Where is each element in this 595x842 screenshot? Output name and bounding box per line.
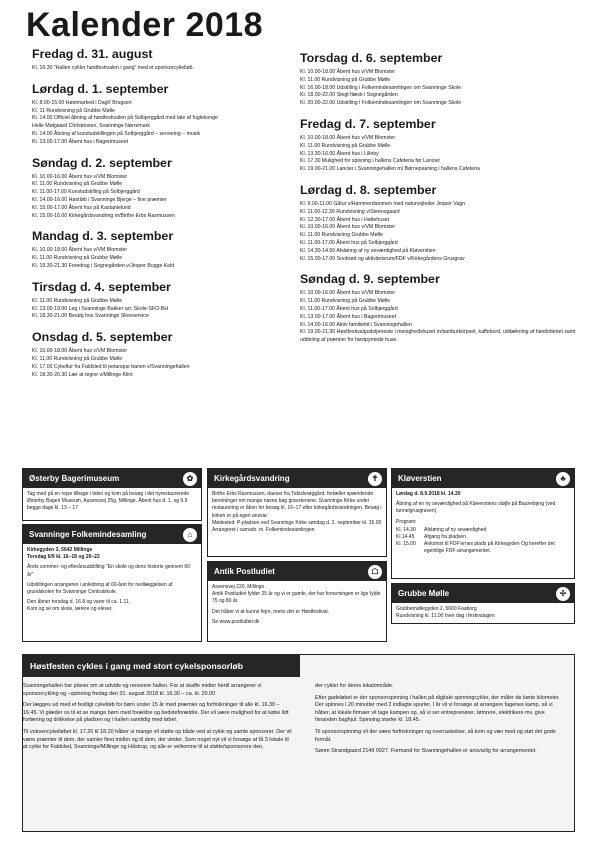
day-heading: Lørdag d. 8. september [300, 182, 437, 197]
program-time: Kl. 14.30 [396, 526, 416, 533]
event-list [32, 348, 294, 379]
event-item: Helle Mølgaard Christensen, Svanninge Nørremark [32, 123, 150, 130]
box-text: Antik Postludiet fylder 25 år og vi er gamle, der har fornemingen er lige fylde 75 og 80 år. [212, 591, 381, 605]
mill-icon: ✢ [556, 587, 570, 601]
event-item: Kl. 14.00 Officiel åbning af høstfestivalen på Solbjerggård med tale af fuglekonge [32, 115, 218, 122]
calendar-column-right [300, 51, 580, 354]
osterby-bagerimuseum-box [22, 468, 202, 521]
program-text: Afsløring af ny seværdighed [424, 526, 487, 533]
antik-postludiet-box [207, 561, 387, 642]
event-item: Kl. 14.00-16.00 Aktiv familietid i Svanningehallen [300, 321, 412, 328]
event-item: Kl. 11.00-17.00 Åbent hus på Solbjerggård [300, 305, 398, 312]
day-section [300, 272, 580, 345]
event-item: Kl. 13.30-16.00 Åbent hus i Lilleby [300, 150, 379, 157]
event-item: Kl. 12.30-17.00 Åbent hus i Hattehuset [300, 216, 390, 223]
museum-icon: ⌂ [183, 528, 197, 542]
day-heading: Torsdag d. 6. september [300, 51, 443, 65]
box-text: Det håber vi at kunne fejre, mens der er Høstfestival. [212, 608, 329, 615]
event-item: Kl. 11.00 Rundvisning på Grubbe Mølle [32, 355, 123, 362]
box-text: Årets sommer- og efterårsudstilling "En skole og dens historie gennem 60 år" [27, 564, 190, 578]
event-item: Kl. 19.00-21.30 Høstfestivalgudstjeneste i menighedshuset m/tamburkorpset, kaffebord, uddækning af høstlotteriet samt uddeling af præmier for høstpyntede huse. [300, 329, 576, 344]
event-item: Kl. 10.00-16.00 Åbent hus v/VM Blomster [300, 224, 396, 231]
day-section [32, 330, 294, 379]
event-list [32, 174, 294, 221]
box-text: Udstillingen arrangeres i anledning af 60-året for nedlæggelsen af grundskolen for Svanninge Centralskole. [27, 581, 173, 596]
box-title: Svanninge Folkemindesamling [29, 530, 147, 539]
day-heading: Fredag d. 7. september [300, 116, 436, 131]
event-item: Kl. 11.00 Rundvisning på Grubbe Mølle [32, 181, 123, 188]
box-text: Lørdag d. 8.9.2018 kl. 14.30 [396, 491, 461, 497]
day-section [300, 51, 580, 108]
day-section [32, 156, 294, 221]
event-item: Kl. 11.00 Rundvisning Grubbe Mølle [300, 232, 383, 239]
event-list [300, 135, 580, 174]
day-section [32, 82, 294, 147]
day-heading: Søndag d. 9. september [300, 272, 440, 287]
box-text: Mødested: P-pladsen ved Svanninge Kirke søndag d. 2. september kl. 15.00 [212, 519, 382, 526]
box-text: Grubbemøllegyden 2, 5600 Faaborg [396, 606, 477, 612]
event-item: Kl. 11.00-17.00 Kunstudstilling på Solbjerggård [32, 189, 140, 196]
event-item: Kl. 16.00-18.00 Udstilling i Folkemindesamlingen om Svanninge Skole [300, 84, 462, 91]
event-list [300, 290, 580, 345]
event-item: Kl. 17.30 Mulighed for spisning i hallens Cafeteria før Lancier [300, 158, 441, 165]
grubbe-moelle-box [391, 583, 575, 624]
box-text: Se www.postludiet.dk [212, 618, 260, 625]
cycling-paragraph: Efter gadeløbet er der sponsorspinning i hallen på digitale spinningcykler, der måler de kørte kilometer. Der spinnes i 20 minutter med 2 indlagte spurter. I år vil vi forsøge at arrangere fagenes kamp, så vi håber, at lokale firmaer vil tage kampen op, så vi ser entreprenører, tømrere, elektrikere mv. give hinanden baghjul. Spinning starter kl. 18.45. [315, 694, 560, 724]
event-list [32, 100, 294, 147]
box-text: Tag med på en rejse tilbage i tiden og kom på besøg i det nyrestaurerede Østerby Bageri Museum, Assensvej 25g, Millinge. Åbent hus d. 1. og 9.9 begge dage kl. 13 – 17 [27, 491, 190, 512]
event-item: Kl. 13.00-17.00 Åbent hus i Bagerimuseet [32, 138, 129, 145]
event-item: Kl. 10.00-18.00 Åbent hus v/VM Blomster [32, 348, 128, 355]
day-heading: Onsdag d. 5. september [32, 330, 173, 345]
trail-icon: ♣ [556, 472, 570, 486]
day-section [300, 183, 580, 263]
cycling-paragraph: Der lægges ud med et festligt cykelløb for børn under 15 år med præmier og forfriskninger til alle kl. 16.30 – 16.45. Vi glæder os til at se mange børn med forældre og bedsteforældre. Der vil være mulighed for at købe lidt forfæring og drikkelse på pladsen og i hallen samtidig med løbet. [23, 702, 289, 724]
cycling-event-box [22, 654, 575, 832]
day-heading: Tirsdag d. 4. september [32, 279, 171, 294]
day-section [32, 280, 294, 321]
day-section [32, 229, 294, 270]
event-item: Kl. 18.00-22.00 Stegt flæsk i Sognegården [300, 92, 398, 99]
event-item: Kl. 19.00-21.00 Lancier i Svanningehallen m/ Børnepasning i hallens Cafeteria [300, 166, 480, 173]
cycling-paragraph: Svanningehallen har planer om at udvide og renovere hallen. For at skaffe midler hertil arrangerer vi sponsorcykling og –spinning fredag den 31. august 2018 kl. 16.30 – ca. kl. 20.00 [23, 683, 262, 697]
event-item: Kl. 18.30-21.00 Besøg hos Svanninge Skovservice [32, 313, 149, 320]
program-time: Kl. 15.00 [396, 540, 416, 547]
event-item: Kl. 14.30-14.50 Afsløring af ny seværdighed på Kløverstien [300, 247, 436, 254]
event-list [32, 65, 294, 73]
box-title: Kirkegårdsvandring [214, 474, 290, 483]
folkemindesamling-box [22, 524, 202, 642]
cycling-paragraph: Til voksencykelløbet kl. 17.20 til 18.20 håber vi mange vil støtte op både ved at cykle og samle sponsorer. Der vil være præmier til dem, der samler flest midler og til dem, der vinder. Som noget nyt vil vi forsøge at få 3 lokale til at cykle for Faldsled, Svanninge/Millinge og Håstrup, og alle er velkomne til at støtte/sponsorere den, [23, 728, 292, 751]
box-text: Arrangeret i samarb. m. Folkemindesamlingen [212, 527, 315, 534]
program-text: Ankomst til FDF'ernes plads på Kirkegyden Og herefter det egentlige FDF-arrangementet. [424, 540, 555, 554]
day-heading: Lørdag d. 1. september [32, 81, 169, 96]
box-title: Østerby Bagerimuseum [29, 474, 120, 483]
box-text: Den åbner torsdag d. 16.8 og varer til ca. 1.11. [27, 599, 131, 606]
box-text: Rundvisning kl. 11.00 hver dag i festivalugen [396, 613, 495, 620]
event-item: Kl. 11.00 Rundvisning på Grubbe Mølle [300, 298, 391, 305]
box-title: Kløverstien [398, 474, 442, 483]
event-item: Kl. 11.00 Rundvisning på Grubbe Mølle [32, 255, 123, 262]
event-item: Kl. 10.00-18.00 Åbent hus v/VM Blomster [300, 69, 396, 75]
event-item: Kl. 15.00-16.00 Kirkegårdsvandring m/Birthe Erbs Rasmussen [32, 212, 176, 219]
event-list [32, 298, 294, 321]
event-item: Kl. 17.00 Cykeltur fra Faldsled til petanque banen v/Svanningehallen [32, 363, 190, 370]
box-text: Torsdag 6/9 kl. 16–18 og 20–22 [27, 554, 100, 561]
event-item: Kl. 10.00-16.00 Åbent hus v/VM Blomster [300, 290, 396, 297]
event-list [300, 69, 580, 108]
cycling-paragraph: Til sponsorspinning vil der være forfriskninger og overraskelser, så kom og vær med og støt det gode formål. [315, 728, 556, 743]
page-title: Kalender 2018 [26, 6, 264, 44]
box-text: Program: [396, 518, 417, 525]
day-section [32, 47, 294, 73]
bakery-icon: ✿ [183, 472, 197, 486]
church-icon: ✝ [368, 472, 382, 486]
event-item: Kl. 10.00-18.00 Åbent hus v/VM Blomster [32, 247, 128, 254]
event-item: Kl. 10.00-16.00 Åbent hus v/VM Blomster [32, 173, 128, 180]
event-list [300, 201, 580, 263]
cycling-paragraph: der cykler for deres lokalområde. [315, 683, 394, 689]
box-text: Kirkegyden 3, 5642 Millinge [27, 547, 93, 553]
box-text: Åbning af en ny seværdighed på Kløverstiens sløjfe på Baunebjerg (ved tunnelgrusgraven) [396, 501, 556, 515]
cycling-paragraph: Søren Strandgaard 2149 0027. Formand for Svanningehallen er ansvarlig for arrangementet. [315, 748, 537, 755]
day-heading: Fredag d. 31. august [32, 47, 153, 61]
calendar-column-left [32, 47, 294, 388]
box-title: Antik Postludiet [214, 567, 275, 576]
event-item: Kl. 14.00 Åbning af kunstudstillingen på Solbjerggård – servering – musik [32, 130, 201, 137]
event-item: Kl. 19.30-21.30 Foredrag i Sognegården v/Jesper Bugge Kold [32, 262, 175, 269]
shop-icon: ☖ [368, 565, 382, 579]
event-item: Kl. 11.00-17.00 Åbent hus på Solbjerggård [300, 239, 398, 246]
day-section [300, 117, 580, 174]
event-item: Kl. 10.00-18.00 Åbent hus v/VM Blomster [300, 134, 396, 141]
box-title: Grubbe Mølle [398, 589, 450, 598]
event-item: Kl. 8.00-15.00 Høstmarked i Dagli' Brugsen [32, 99, 132, 106]
kloverstien-box [391, 468, 575, 579]
event-item: Kl. 13.00-19.00 Leg i Svanninge Bakker arr. Skole-SFO-BH [32, 305, 169, 312]
box-text: Birthe Erbs Rasmussen, daeser fra Tidsslerøggård, fortæller spændende beretninger om mange navne bag gravstenene. Svanninge Kirke under restaurering er åben for besøg kl. 16–17 efter kirkegårdsvandringen. Besøg i kirken er på egen ansvar. [212, 491, 382, 519]
event-item: Kl. 16.30 "Hallen cykler høstfestivalen i gang" med et sponsorcykelløb. [32, 65, 194, 71]
event-item: Kl. 11.00-12.30 Rundvisning v/Steensgaard [300, 208, 400, 215]
program-list [396, 527, 570, 555]
event-item: Kl. 9.00-11.00 Gåtur v/Hammerdammen med naturvejleder Jesper Vagn [300, 200, 466, 207]
event-item: Kl. 11.00 Rundvisning på Grubbe Mølle [300, 142, 391, 149]
program-text: Afgang fra pladsen [424, 533, 466, 540]
kirkegaardsvandring-box [207, 468, 387, 557]
day-heading: Søndag d. 2. september [32, 155, 172, 170]
program-time: Kl.14.45 [396, 533, 415, 540]
event-item: Kl. 11 Rundvisning på Grubbe Mølle [32, 107, 115, 114]
event-item: Kl. 20.00-22.00 Udstilling i Folkemindesamlingen om Svanninge Skole [300, 100, 462, 107]
event-item: Kl. 14.00-16.00 Høstløb i Svanninge Bjerge – fine præmier [32, 196, 167, 203]
day-heading: Mandag d. 3. september [32, 229, 174, 244]
event-item: Kl. 13.00-17.00 Åbent hus i Bagerimuseet [300, 313, 397, 320]
cycling-event-title: Høstfesten cykles i gang med stort cykelsponsorløb [22, 654, 300, 677]
box-text: Kom og se om skole, lærere og elever. [27, 606, 113, 613]
event-item: Kl. 11.00 Rundvisning på Grubbe Mølle [32, 297, 123, 304]
event-item: Kl. 15.00-17.00 Snobrød og aktivitetsrum/FDF v/Kirkegårdens Grusgrav [300, 255, 465, 262]
event-item: Kl. 11.00 Rundvisning på Grubbe Mølle [300, 76, 391, 83]
box-text: Assensvej 220, Millinge [212, 584, 265, 590]
event-list [32, 247, 294, 270]
event-item: Kl. 18.30-20.30 Lær at tegne v/Millinge Klint [32, 371, 133, 378]
event-item: Kl. 15.00-17.00 Åbent hus på Kastanielund [32, 204, 131, 211]
